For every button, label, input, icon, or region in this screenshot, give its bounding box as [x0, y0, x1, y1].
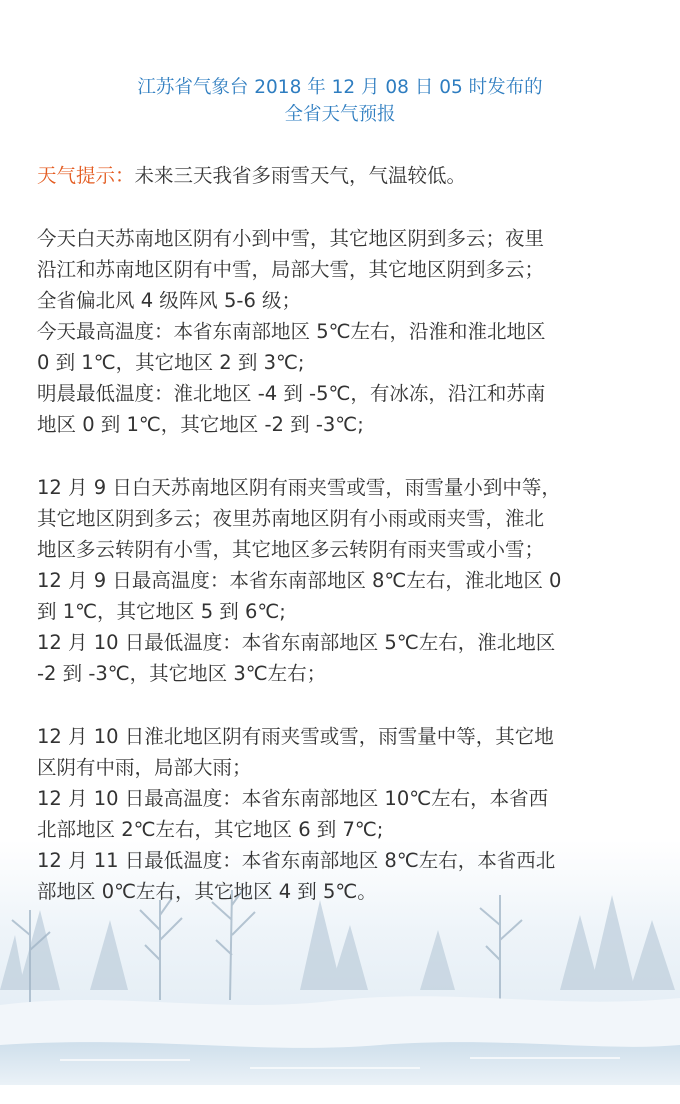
forecast-line: 地区多云转阴有小雪，其它地区多云转阴有雨夹雪或小雪；	[37, 538, 545, 561]
forecast-title	[0, 74, 680, 128]
forecast-line: 地区 0 到 1℃，其它地区 -2 到 -3℃;	[37, 413, 364, 436]
forecast-line: 北部地区 2℃左右，其它地区 6 到 7℃;	[37, 818, 384, 841]
forecast-line: -2 到 -3℃，其它地区 3℃左右；	[37, 662, 327, 685]
weather-hint	[37, 160, 657, 191]
forecast-line: 到 1℃，其它地区 5 到 6℃;	[37, 600, 286, 623]
forecast-body	[37, 160, 657, 907]
section-dec-10	[37, 721, 657, 907]
forecast-line: 部地区 0℃左右，其它地区 4 到 5℃。	[37, 880, 377, 903]
forecast-line: 12 月 9 日白天苏南地区阴有雨夹雪或雪，雨雪量小到中等，	[37, 476, 561, 499]
section-dec-9	[37, 472, 657, 689]
forecast-line: 12 月 10 日最高温度：本省东南部地区 10℃左右，本省西	[37, 787, 549, 810]
forecast-line: 全省偏北风 4 级阵风 5-6 级；	[37, 289, 302, 312]
forecast-line: 12 月 9 日最高温度：本省东南部地区 8℃左右，淮北地区 0	[37, 569, 562, 592]
section-today	[37, 223, 657, 440]
forecast-line: 今天白天苏南地区阴有小到中雪，其它地区阴到多云；夜里	[37, 227, 545, 250]
title-line-2: 全省天气预报	[284, 104, 396, 125]
forecast-line: 12 月 10 日淮北地区阴有雨夹雪或雪，雨雪量中等，其它地	[37, 725, 554, 748]
weather-hint-text: 未来三天我省多雨雪天气，气温较低。	[134, 164, 467, 187]
forecast-line: 今天最高温度：本省东南部地区 5℃左右，沿淮和淮北地区	[37, 320, 546, 343]
forecast-line: 其它地区阴到多云；夜里苏南地区阴有小雨或雨夹雪，淮北	[37, 507, 545, 530]
forecast-line: 明晨最低温度：淮北地区 -4 到 -5℃，有冰冻，沿江和苏南	[37, 382, 546, 405]
weather-hint-label: 天气提示：	[37, 164, 135, 187]
forecast-line: 12 月 11 日最低温度：本省东南部地区 8℃左右，本省西北	[37, 849, 556, 872]
forecast-line: 区阴有中雨，局部大雨；	[37, 756, 252, 779]
title-line-1: 江苏省气象台 2018 年 12 月 08 日 05 时发布的	[137, 77, 543, 98]
forecast-line: 沿江和苏南地区阴有中雪，局部大雪，其它地区阴到多云；	[37, 258, 545, 281]
forecast-line: 0 到 1℃，其它地区 2 到 3℃;	[37, 351, 305, 374]
forecast-line: 12 月 10 日最低温度：本省东南部地区 5℃左右，淮北地区	[37, 631, 556, 654]
